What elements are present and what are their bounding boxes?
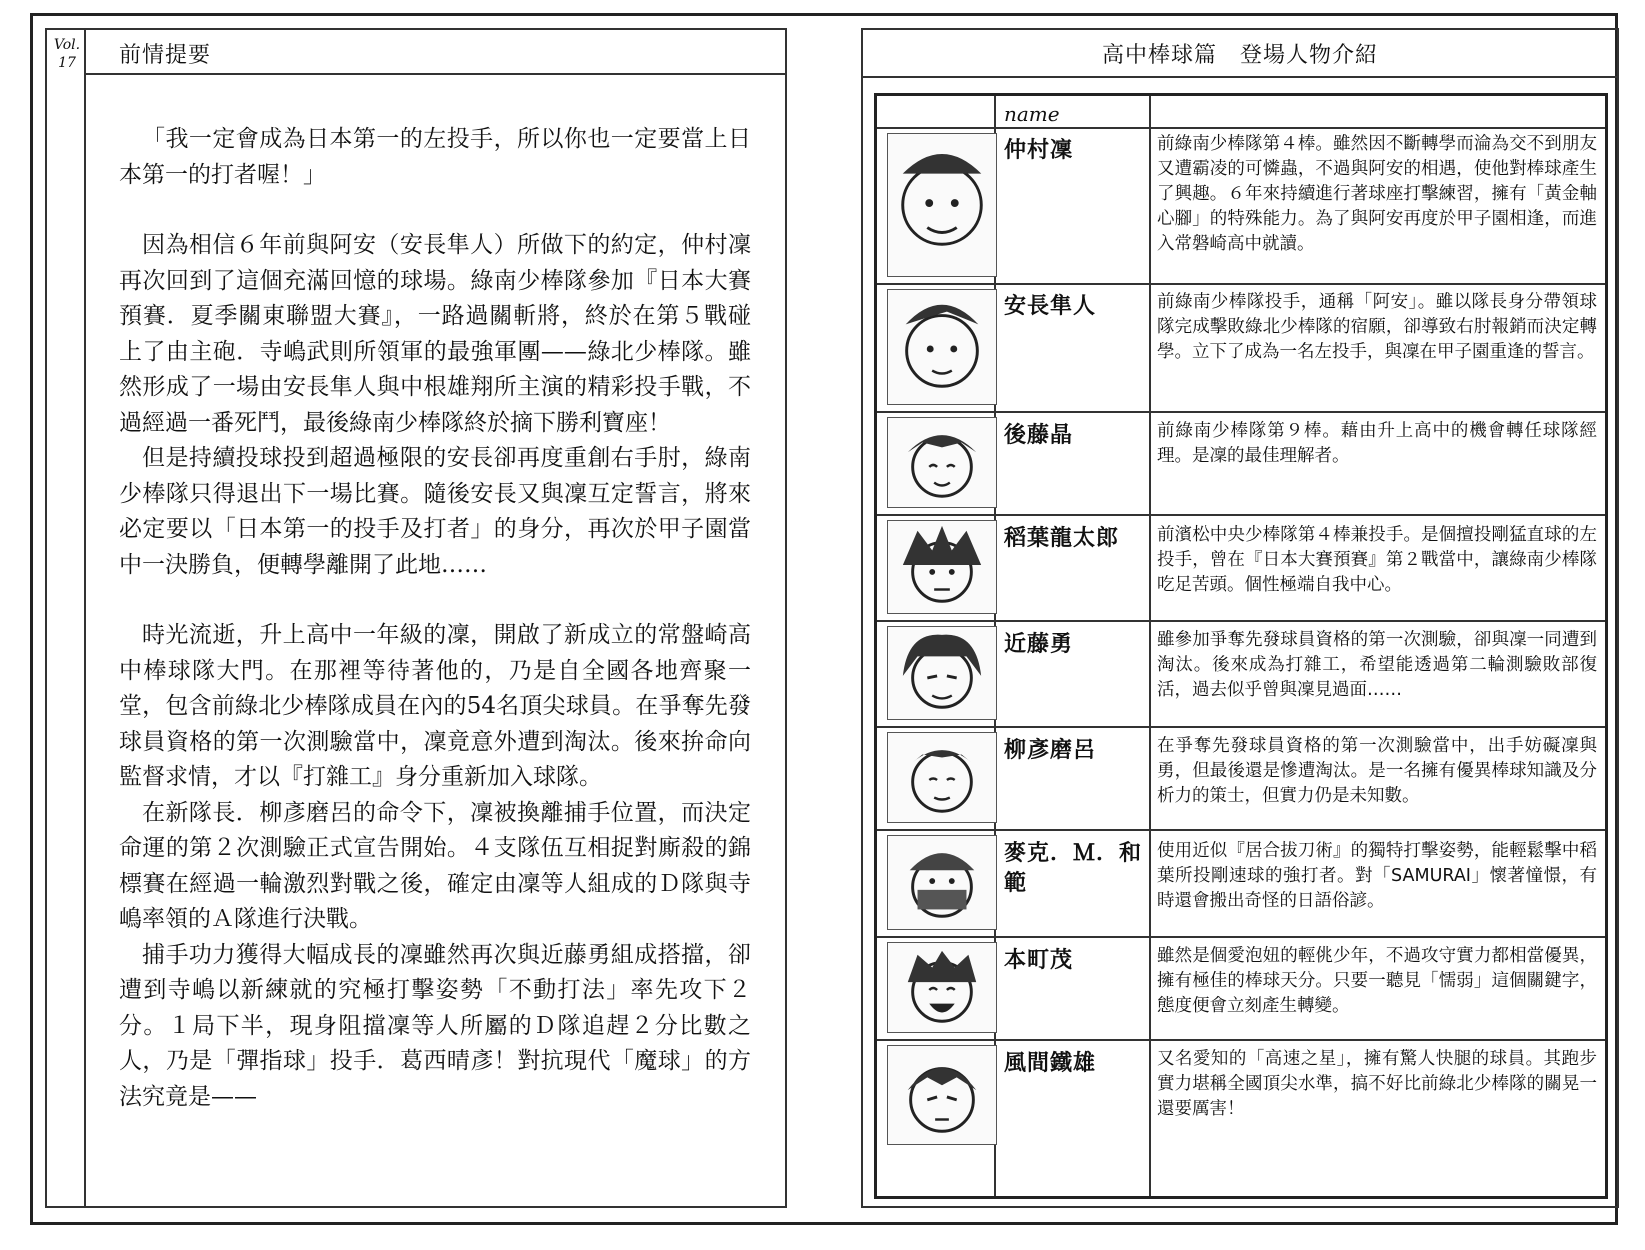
- summary-paragraph-1: 「我一定會成為日本第一的左投手，所以你也一定要當上日本第一的打者喔！」: [119, 126, 751, 188]
- summary-paragraph-3: 但是持續投球投到超過極限的安長卻再度重創右手肘，綠南少棒隊只得退出下一場比賽。隨後安長又與凜互定誓言，將來必定要以「日本第一的投手及打者」的身分，再次於甲子園當中一決勝負，便轉學離開了此地……: [119, 445, 751, 578]
- character-desc-9: 又名愛知的「高速之星」，擁有驚人快腿的球員。其跑步實力堪稱全國頂尖水準，搞不好比前綠北少棒隊的關晃一還要厲害！: [1157, 1049, 1597, 1119]
- character-name-6: 柳彥磨呂: [1004, 738, 1097, 763]
- portrait-4: [887, 520, 997, 614]
- characters-title: 高中棒球篇 登場人物介紹: [1101, 43, 1378, 68]
- character-name-4: 稻葉龍太郎: [1004, 526, 1120, 551]
- character-name-3: 後藤晶: [1004, 423, 1074, 448]
- character-desc-3: 前綠南少棒隊第９棒。藉由升上高中的機會轉任球隊經理。是凜的最佳理解者。: [1157, 421, 1597, 466]
- vol-text: Vol.: [53, 37, 81, 53]
- character-name-9: 風間鐵雄: [1004, 1051, 1097, 1076]
- summary-panel: [45, 28, 787, 1208]
- portrait-9: [887, 1045, 997, 1145]
- character-name-8: 本町茂: [1004, 948, 1074, 973]
- character-desc-7: 使用近似『居合拔刀術』的獨特打擊姿勢，能輕鬆擊中稻葉所投剛速球的強打者。對「SAMURAI」懷著憧憬，有時還會搬出奇怪的日語俗諺。: [1157, 841, 1597, 911]
- character-desc-1: 前綠南少棒隊第４棒。雖然因不斷轉學而淪為交不到朋友又遭霸凌的可憐蟲，不過與阿安的相遇，使他對棒球產生了興趣。６年來持續進行著球座打擊練習，擁有「黃金軸心腳」的特殊能力。為了與阿安再度於甲子園相逢，而進入常磐崎高中就讀。: [1157, 134, 1597, 254]
- character-desc-4: 前濱松中央少棒隊第４棒兼投手。是個擅投剛猛直球的左投手，曾在『日本大賽預賽』第２戰當中，讓綠南少棒隊吃足苦頭。個性極端自我中心。: [1157, 525, 1597, 595]
- summary-paragraph-5: 在新隊長．柳彥磨呂的命令下，凜被換離捕手位置，而決定命運的第２次測驗正式宣告開始。４支隊伍互相捉對廝殺的錦標賽在經過一輪激烈對戰之後，確定由凜等人組成的Ｄ隊與寺嶋率領的Ａ隊進行決戰。: [119, 799, 751, 932]
- character-desc-8: 雖然是個愛泡妞的輕佻少年，不過攻守實力都相當優異，擁有極佳的棒球天分。只要一聽見「懦弱」這個關鍵字，態度便會立刻產生轉變。: [1157, 946, 1597, 1016]
- portrait-2: [887, 289, 997, 405]
- summary-text: [119, 122, 751, 1115]
- portrait-7: [887, 835, 997, 930]
- summary-paragraph-4: 時光流逝，升上高中一年級的凜，開啟了新成立的常盤崎高中棒球隊大門。在那裡等待著他的，乃是自全國各地齊聚一堂，包含前綠北少棒隊成員在內的54名頂尖球員。在爭奪先發球員資格的第一次測驗當中，凜竟意外遭到淘汰。後來拚命向監督求情，才以『打雜工』身分重新加入球隊。: [119, 622, 751, 790]
- summary-paragraph-6: 捕手功力獲得大幅成長的凜雖然再次與近藤勇組成搭擋，卻遭到寺嶋以新練就的究極打擊姿勢「不動打法」率先攻下２分。１局下半，現身阻擋凜等人所屬的Ｄ隊追趕２分比數之人，乃是「彈指球」投手．葛西晴彥！對抗現代「魔球」的方法究竟是——: [119, 941, 751, 1110]
- character-table: [874, 93, 1608, 1199]
- character-name-2: 安長隼人: [1004, 294, 1097, 319]
- character-desc-5: 雖參加爭奪先發球員資格的第一次測驗，卻與凜一同遭到淘汰。後來成為打雜工，希望能透過第二輪測驗敗部復活，過去似乎曾與凜見過面……: [1157, 630, 1597, 700]
- name-column-header: name: [1004, 102, 1060, 126]
- character-name-1: 仲村凜: [1004, 138, 1074, 163]
- summary-paragraph-2: 因為相信６年前與阿安（安長隼人）所做下的約定，仲村凜再次回到了這個充滿回憶的球場。綠南少棒隊參加『日本大賽預賽．夏季關東聯盟大賽』，一路過關斬將，終於在第５戰碰上了由主砲．寺嶋武則所領軍的最強軍團——綠北少棒隊。雖然形成了一場由安長隼人與中根雄翔所主演的精彩投手戰，不過經過一番死鬥，最後綠南少棒隊終於摘下勝利寶座！: [119, 232, 751, 436]
- portrait-6: [887, 732, 997, 823]
- volume-label: [53, 36, 81, 72]
- vol-number: 17: [58, 55, 76, 71]
- portrait-3: [887, 417, 997, 508]
- character-desc-6: 在爭奪先發球員資格的第一次測驗當中，出手妨礙凜與勇，但最後還是慘遭淘汰。是一名擁有優異棒球知識及分析力的策士，但實力仍是未知數。: [1157, 736, 1597, 806]
- character-name-7: 麥克．Ｍ．和範: [1004, 841, 1143, 896]
- character-desc-2: 前綠南少棒隊投手，通稱「阿安」。雖以隊長身分帶領球隊完成擊敗綠北少棒隊的宿願，卻導致右肘報銷而決定轉學。立下了成為一名左投手，與凜在甲子園重逢的誓言。: [1157, 292, 1597, 362]
- summary-title: 前情提要: [119, 43, 212, 68]
- characters-panel: [861, 28, 1619, 1208]
- portrait-5: [887, 626, 997, 720]
- portrait-1: [887, 133, 997, 277]
- character-name-5: 近藤勇: [1004, 632, 1074, 657]
- portrait-8: [887, 942, 997, 1033]
